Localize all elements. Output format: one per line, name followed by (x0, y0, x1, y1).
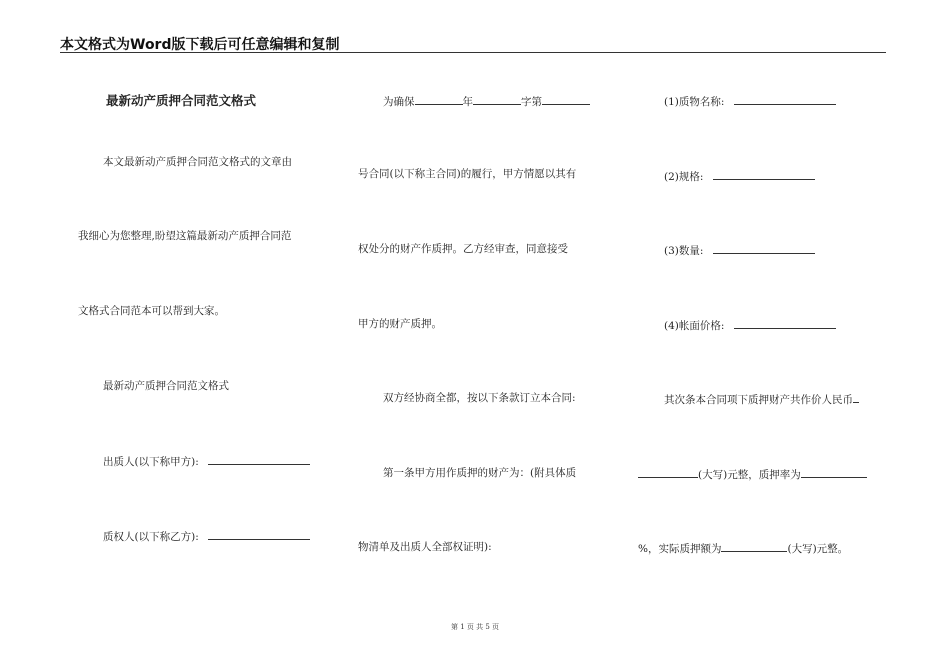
header-divider (60, 52, 886, 53)
pledgor-label: 出质人(以下称甲方): (103, 456, 199, 468)
quantity-label: (3)数量: (664, 245, 704, 257)
pledgor-field (103, 453, 310, 469)
collateral-name-field (664, 93, 836, 109)
collateral-name-blank (734, 93, 836, 105)
document-title: 最新动产质押合同范文格式 (106, 93, 257, 108)
book-value-field (664, 317, 836, 333)
pledgor-blank (208, 453, 310, 465)
book-value-blank (734, 317, 836, 329)
spec-label: (2)规格: (664, 171, 704, 183)
article-2-blank (853, 391, 859, 403)
article-2-line (664, 391, 859, 407)
spec-blank (713, 168, 815, 180)
word-blank (473, 93, 521, 105)
intro-line-2: 我细心为您整理,盼望这篇最新动产质押合同范 (78, 230, 292, 242)
pledgee-label: 质权人(以下称乙方): (103, 531, 199, 543)
spec-field (664, 168, 815, 184)
ensure-text: 为确保 (383, 96, 415, 108)
article-1-cont: 物清单及出质人全部权证明): (358, 541, 492, 553)
quantity-blank (713, 242, 815, 254)
year-text: 年 (462, 96, 473, 108)
amount-blank (638, 466, 698, 478)
pledgee-blank (208, 528, 310, 540)
actual-amount-end: (大写)元整。 (787, 543, 849, 555)
body-line-4: 甲方的财产质押。 (358, 318, 442, 330)
body-line-3: 权处分的财产作质押。乙方经审查，同意接受 (358, 243, 568, 255)
pledge-rate-text: (大写)元整，质押率为 (698, 469, 801, 481)
actual-amount-text: %，实际质押额为 (638, 543, 722, 555)
collateral-name-label: (1)质物名称: (664, 96, 725, 108)
word-number-text: 字第 (521, 96, 542, 108)
body-line-5: 双方经协商全都，按以下条款订立本合同: (383, 392, 576, 404)
book-value-label: (4)帐面价格: (664, 320, 725, 332)
rate-blank (801, 466, 867, 478)
page-number: 第 1 页 共 5 页 (450, 623, 500, 631)
intro-line-1: 本文最新动产质押合同范文格式的文章由 (103, 156, 292, 168)
intro-line-3: 文格式合同范本可以帮到大家。 (78, 305, 225, 317)
section-subtitle: 最新动产质押合同范文格式 (103, 380, 229, 392)
pledge-rate-line (638, 466, 867, 482)
contract-number-line (383, 93, 590, 109)
quantity-field (664, 242, 815, 258)
article-1-line: 第一条甲方用作质押的财产为：(附具体质 (383, 467, 577, 479)
number-blank (542, 93, 590, 105)
actual-amount-blank (721, 540, 787, 552)
actual-amount-line (638, 540, 848, 556)
document-banner: 本文格式为Word版下载后可任意编辑和复制 (60, 37, 340, 53)
article-2-text: 其次条本合同项下质押财产共作价人民币 (664, 394, 853, 406)
body-line-2: 号合同(以下称主合同)的履行，甲方情愿以其有 (358, 168, 577, 180)
year-blank (415, 93, 463, 105)
pledgee-field (103, 528, 310, 544)
